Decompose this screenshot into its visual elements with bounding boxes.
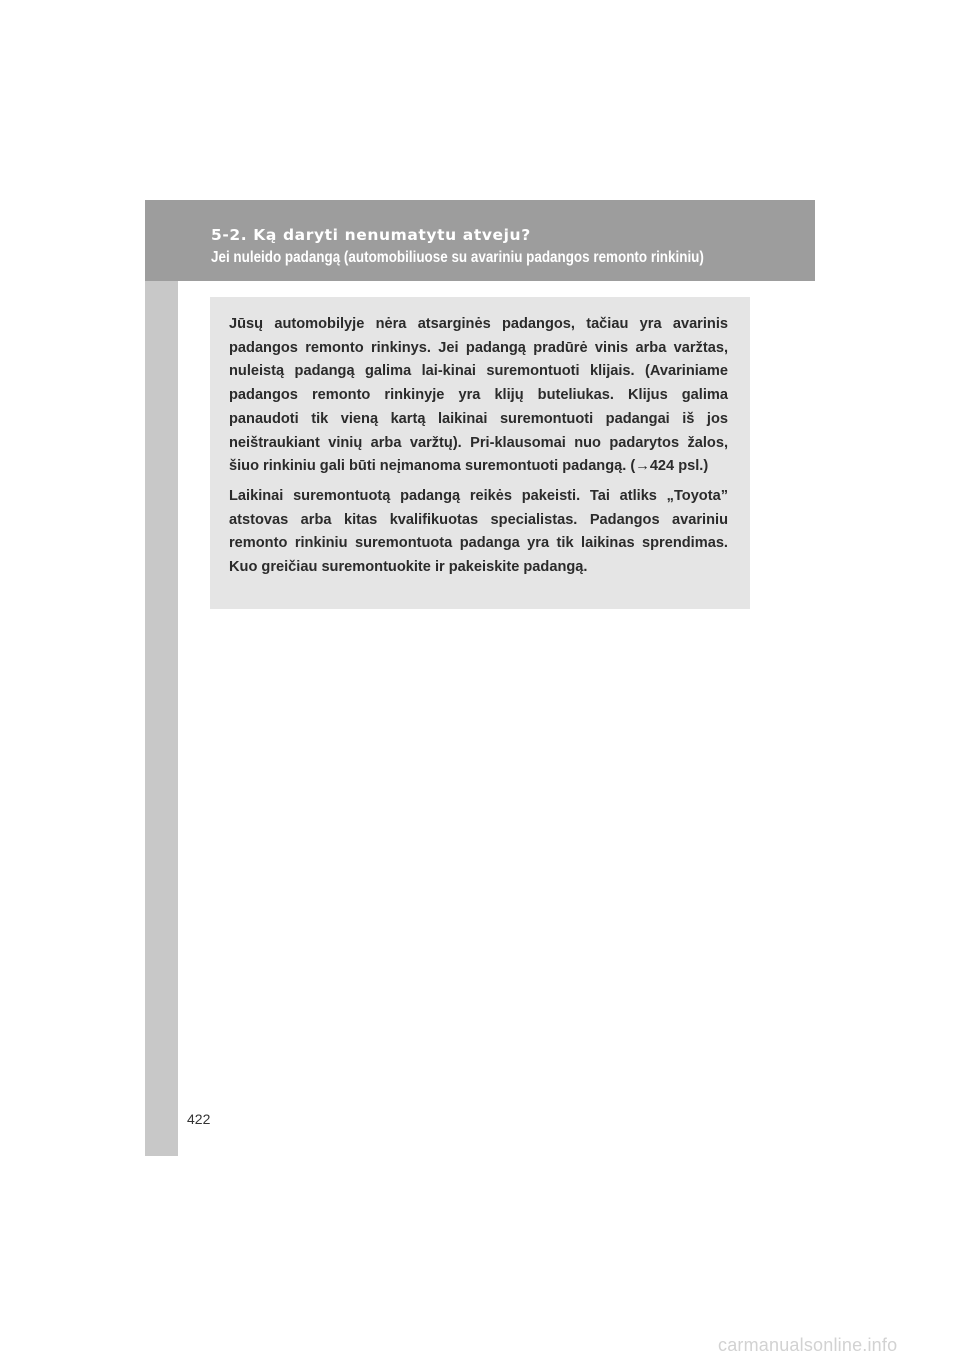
section-label: 5-2. Ką daryti nenumatytu atveju? [211,226,531,244]
watermark: carmanualsonline.info [718,1335,898,1355]
section-title: Jei nuleido padangą (automobiliuose su avariniu padangos remonto rinkiniu) [211,249,704,266]
page-side-bar [145,200,178,1156]
info-box [210,297,750,609]
info-paragraph-2: Laikinai suremontuotą padangą reikės pakeisti. Tai atliks „Toyota” atstovas arba kitas kvalifikuotas specialistas. Padangos avariniu remonto rinkiniu suremontuota padanga yra tik laikinas sprendimas. Kuo greičiau suremontuokite ir pakeiskite padangą. [229,487,728,576]
info-paragraph-1: Jūsų automobilyje nėra atsarginės padangos, tačiau yra avarinis padangos remonto rinkinys. Jei padangą pradūrė vinis arba varžtas, nuleistą padangą galima lai-kinai suremontuoti klijais. (Avariniame padangos remonto rinkinyje yra klijų buteliukas. Klijus galima panaudoti tik vieną kartą laikinai suremontuoti padangai iš jos neištraukiant vinių arba varžtų). Pri-klausomai nuo padarytos žalos, šiuo rinkiniu gali būti neįmanoma suremontuoti padangą. (→424 psl.) [229,316,728,475]
page-number: 422 [187,1111,211,1127]
